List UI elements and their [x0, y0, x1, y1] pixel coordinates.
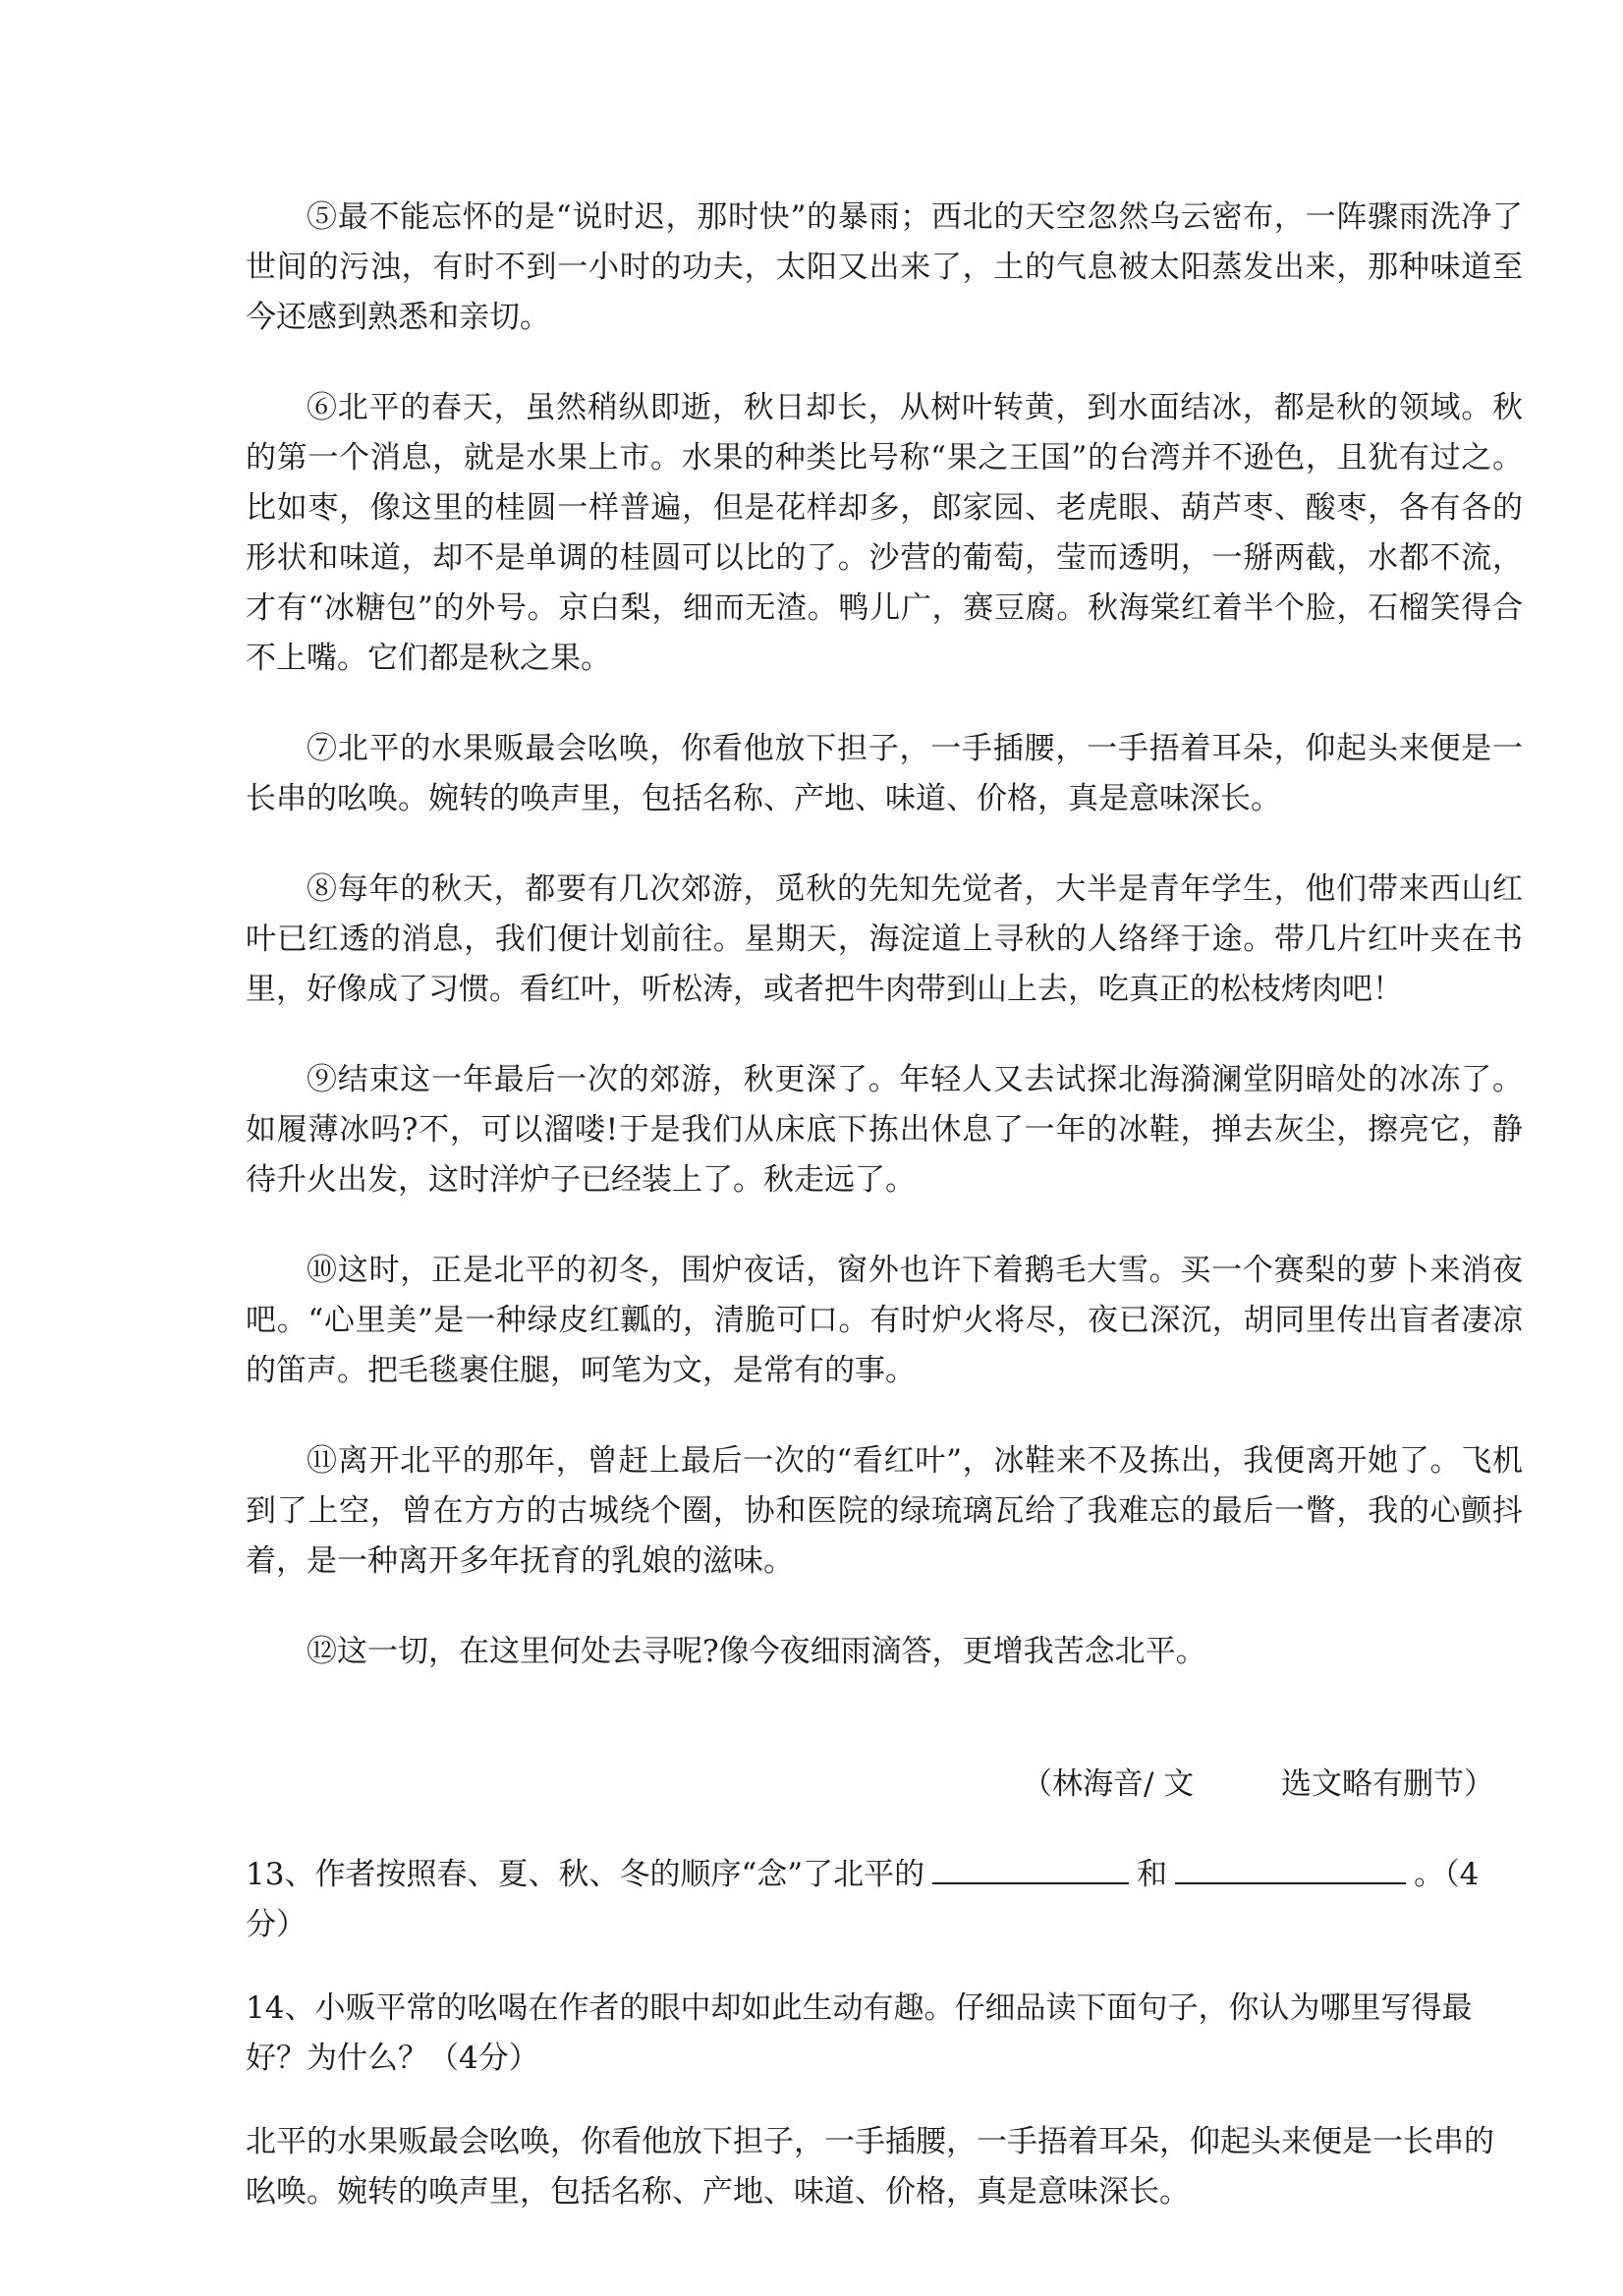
- source-attribution: （林海音/ 文 选文略有删节）: [1022, 1766, 1494, 1802]
- question-13-prompt: 13、作者按照春、夏、秋、冬的顺序“念”了北平的: [246, 1857, 925, 1892]
- paragraph-9: ⑨结束这一年最后一次的郊游，秋更深了。年轻人又去试探北海漪澜堂阴暗处的冰冻了。如履薄冰吗?不，可以溜喽!于是我们从床底下拣出休息了一年的冰鞋，掸去灰尘，擦亮它，静待升火出发，这时洋炉子已经装上了。秋走远了。: [246, 1062, 1523, 1198]
- reading-passage: [246, 193, 1523, 1810]
- question-13: [246, 1845, 1523, 1950]
- exam-page: [246, 193, 1523, 2217]
- paragraph-11: ⑪离开北平的那年，曾赶上最后一次的“看红叶”，冰鞋来不及拣出，我便离开她了。飞机到了上空，曾在方方的古城绕个圈，协和医院的绿琉璃瓦给了我难忘的最后一瞥，我的心颤抖着，是一种离开多年抚育的乳娘的滋味。: [246, 1443, 1523, 1579]
- paragraph-12: ⑫这一切，在这里何处去寻呢?像今夜细雨滴答，更增我苦念北平。: [307, 1634, 1206, 1669]
- answer-blank-1[interactable]: [932, 1845, 1129, 1884]
- paragraph-7: ⑦北平的水果贩最会吆唤，你看他放下担子，一手插腰，一手捂着耳朵，仰起头来便是一长串的吆唤。婉转的唤声里，包括名称、产地、味道、价格，真是意味深长。: [246, 731, 1523, 816]
- question-14: 14、小贩平常的吆喝在作者的眼中却如此生动有趣。仔细品读下面句子，你认为哪里写得最好？为什么？（4分）: [246, 1990, 1473, 2076]
- paragraph-10: ⑩这时，正是北平的初冬，围炉夜话，窗外也许下着鹅毛大雪。买一个赛梨的萝卜来消夜吧。“心里美”是一种绿皮红瓤的，清脆可口。有时炉火将尽，夜已深沉，胡同里传出盲者凄凉的笛声。把毛毯裹住腿，呵笔为文，是常有的事。: [246, 1253, 1523, 1388]
- answer-blank-2[interactable]: [1175, 1845, 1406, 1884]
- question-13-score: 。（4分）: [246, 1857, 1480, 1942]
- question-14-quoted-sentence: 北平的水果贩最会吆唤，你看他放下担子，一手插腰，一手捂着耳朵，仰起头来便是一长串的吆唤。婉转的唤声里，包括名称、产地、味道、价格，真是意味深长。: [246, 2124, 1494, 2210]
- paragraph-8: ⑧每年的秋天，都要有几次郊游，觅秋的先知先觉者，大半是青年学生，他们带来西山红叶已红透的消息，我们便计划前往。星期天，海淀道上寻秋的人络绎于途。带几片红叶夹在书里，好像成了习惯。看红叶，听松涛，或者把牛肉带到山上去，吃真正的松枝烤肉吧！: [246, 871, 1523, 1007]
- paragraph-5: ⑤最不能忘怀的是“说时迟，那时快”的暴雨；西北的天空忽然乌云密布，一阵骤雨洗净了世间的污浊，有时不到一小时的功夫，太阳又出来了，土的气息被太阳蒸发出来，那种味道至今还感到熟悉和亲切。: [246, 199, 1523, 335]
- paragraph-6: ⑥北平的春天，虽然稍纵即逝，秋日却长，从树叶转黄，到水面结冰，都是秋的领域。秋的第一个消息，就是水果上市。水果的种类比号称“果之王国”的台湾并不逊色，且犹有过之。比如枣，像这里的桂圆一样普遍，但是花样却多，郎家园、老虎眼、葫芦枣、酸枣，各有各的形状和味道，却不是单调的桂圆可以比的了。沙营的葡萄，莹而透明，一掰两截，水都不流，才有“冰糖包”的外号。京白梨，细而无渣。鸭儿广，赛豆腐。秋海棠红着半个脸，石榴笑得合不上嘴。它们都是秋之果。: [246, 390, 1523, 676]
- question-13-connector: 和: [1137, 1857, 1168, 1892]
